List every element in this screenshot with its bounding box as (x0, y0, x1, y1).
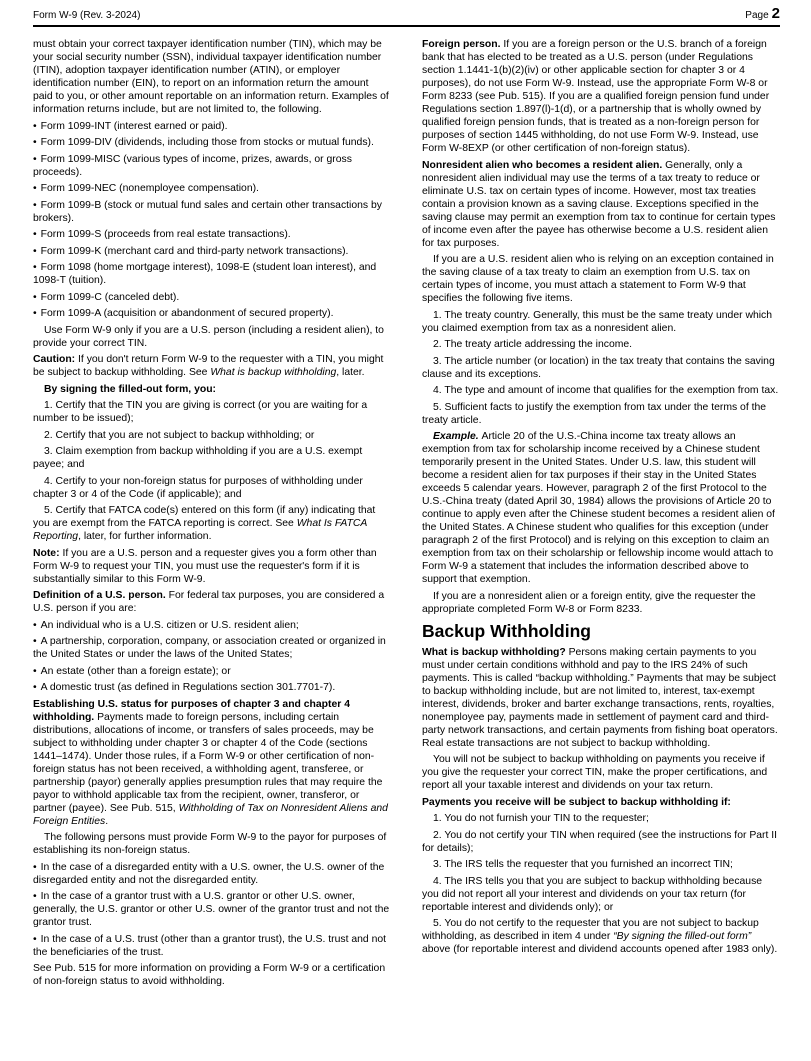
bullet-item (33, 861, 391, 887)
bullet-item (33, 228, 391, 241)
paragraph (33, 547, 391, 586)
text-run: 5. You do not certify to the requester that you are not subject to backup withholding, as described in item 4 under (422, 918, 759, 942)
text-run: , later, for further information. (78, 531, 212, 542)
text-run: 4. Certify to your non-foreign status for purposes of withholding under chapter 3 or 4 of the Code (if applicable); and (33, 475, 363, 500)
text-run: 3. The IRS tells the requester that you furnished an incorrect TIN; (433, 859, 733, 870)
paragraph (33, 429, 391, 442)
text-run: If you are a U.S. person and a requester gives you a form other than Form W-9 to request your TIN, you must use the requester's form if it is substantially similar to this Form W-9. (33, 547, 377, 585)
bullet-item (33, 890, 391, 929)
text-run: 2. The treaty article addressing the income. (433, 339, 633, 350)
text-run: Form 1099-K (merchant card and third-party network transactions). (40, 245, 349, 257)
paragraph (422, 590, 780, 616)
text-run: Payments made to foreign persons, including certain distributions, allocations of income, or transfers of sales proceeds, may be subject to withholding under chapter 3 or chapter 4 of the Code (sections 1441–1474). Under those rules, if a Form W-9 or other certification of non-foreign status has not been received, a withholding agent, transferee, or partnership (payor) generally applies presumption rules that may require the payor to withhold applicable tax from the recipient, owner, transferor, or partner (payee). See Pub. 515, (33, 711, 383, 814)
text-run: 4. The IRS tells you that you are subject to backup withholding because you did not report all your interest and dividends on your tax return (for reportable interest and dividends only); or (422, 875, 763, 913)
text-run: Form 1099-A (acquisition or abandonment of secured property). (40, 308, 334, 319)
page-number (745, 7, 780, 22)
text-run: You will not be subject to backup withholding on payments you receive if you give the requester your correct TIN, make the proper certifications, and report all your taxable interest and dividends on your tax return. (422, 754, 768, 791)
text-run: “By signing the filled-out form” (613, 931, 752, 942)
text-run: Form 1099-C (canceled debt). (40, 291, 180, 303)
text-run: above (for reportable interest and dividend accounts opened after 1983 only). (422, 944, 778, 955)
paragraph (422, 875, 780, 914)
text-run: For federal tax purposes, you are considered a U.S. person if you are: (33, 590, 385, 614)
paragraph (33, 353, 391, 379)
paragraph (422, 384, 780, 397)
text-run: Withholding of Tax on Nonresident Aliens and Foreign Entities (33, 802, 388, 827)
bullet-item (33, 307, 391, 320)
text-run: Payments you receive will be subject to backup withholding if: (422, 796, 731, 808)
text-run: Form 1099-NEC (nonemployee compensation). (40, 183, 259, 194)
right-column (422, 38, 780, 992)
section-heading (422, 621, 780, 641)
left-column (33, 38, 391, 992)
paragraph (33, 324, 391, 350)
bullet-item (33, 199, 391, 225)
bullet-item (33, 665, 391, 678)
text-run: Form 1099-DIV (dividends, including those from stocks or mutual funds). (40, 137, 374, 148)
text-run: A partnership, corporation, company, or association created or organized in the United States or under the laws of the United States; (33, 636, 386, 660)
text-run: Foreign person. (422, 39, 504, 50)
text-run: 3. The article number (or location) in the tax treaty that contains the saving clause and its exceptions. (422, 355, 775, 380)
text-run: Nonresident alien who becomes a resident alien. (422, 159, 666, 171)
text-run: By signing the filled-out form, you: (44, 383, 217, 395)
paragraph (33, 445, 391, 471)
text-run: 5. Sufficient facts to justify the exemption from tax under the terms of the treaty article. (422, 401, 767, 426)
paragraph (422, 917, 780, 956)
bullet-item (33, 120, 391, 133)
paragraph (422, 829, 780, 855)
text-run: Form 1099-B (stock or mutual fund sales and certain other transactions by brokers). (33, 199, 382, 224)
text-run: , later. (336, 367, 365, 378)
text-run: Form 1099-S (proceeds from real estate transactions). (40, 229, 291, 240)
text-run: Form 1098 (home mortgage interest), 1098-E (student loan interest), and 1098-T (tuition). (33, 262, 377, 286)
page-header (33, 7, 780, 22)
text-run: 2. Certify that you are not subject to backup withholding; or (44, 429, 315, 441)
text-run: Article 20 of the U.S.-China income tax treaty allows an exemption from tax for scholarship income received by a Chinese student temporarily present in the United States. Under U.S. law, this student will become a resident alien for tax purposes if their stay in the United States exceeds 5 calendar years. However, paragraph 2 of the first Protocol to the U.S.-China treaty (dated April 30, 1984) allows the provisions of Article 20 to continue to apply even after the Chinese student becomes a resident alien of the United States. A Chinese student who qualifies for this exception (under paragraph 2 of the first Protocol) and is relying on this exception to claim an exemption from tax on their scholarship or fellowship income would attach to Form W-9 a statement that includes the information described above to support that exemption. (422, 431, 775, 585)
text-run: Form 1099-MISC (various types of income, prizes, awards, or gross proceeds). (33, 153, 352, 178)
two-column-body (33, 38, 780, 992)
bullet-item (33, 153, 391, 179)
text-run: In the case of a grantor trust with a U.S. grantor or other U.S. owner, generally, the U.S. grantor or other U.S. owner of the grantor trust and not the grantor trust. (33, 891, 390, 928)
page-number-value: 2 (771, 5, 780, 22)
paragraph (422, 38, 780, 155)
text-run: 4. The type and amount of income that qualifies for the exemption from tax. (433, 385, 779, 396)
text-run: must obtain your correct taxpayer identification number (TIN), which may be your social security number (SSN), individual taxpayer identification number (ITIN), adoption taxpayer identification number (ATIN), or employer identification number (EIN), to report on an information return the amount paid to you, or other amount reportable on an information return. Examples of information returns include, but are not limited to, the following. (33, 39, 389, 115)
text-run: What is backup withholding? (422, 646, 569, 658)
paragraph (33, 38, 391, 116)
text-run: If you are a nonresident alien or a foreign entity, give the requester the appropriate completed Form W-8 or Form 8233. (422, 590, 756, 615)
bullet-item (33, 619, 391, 632)
text-run: See Pub. 515 for more information on providing a Form W-9 or a certification of non-foreign status to avoid withholding. (33, 963, 386, 987)
bullet-item (33, 933, 391, 959)
text-run: An individual who is a U.S. citizen or U.S. resident alien; (40, 619, 299, 631)
bullet-item (33, 245, 391, 258)
text-run: 2. You do not certify your TIN when required (see the instructions for Part II for details); (422, 829, 778, 854)
text-run: Generally, only a nonresident alien individual may use the terms of a tax treaty to reduce or eliminate U.S. tax on certain types of income. However, most tax treaties contain a provision known as a saving clause. Exceptions specified in the saving clause may permit an exemption from tax to continue for certain types of income even after the payee has otherwise become a U.S. resident alien for tax purposes. (422, 159, 776, 249)
text-run: An estate (other than a foreign estate); or (40, 665, 231, 677)
paragraph (33, 383, 391, 396)
paragraph (422, 796, 780, 809)
bullet-item (33, 261, 391, 287)
bullet-item (33, 136, 391, 149)
paragraph (33, 589, 391, 615)
text-run: Example. (433, 431, 482, 442)
paragraph (422, 355, 780, 381)
text-run: Form 1099-INT (interest earned or paid). (40, 120, 228, 132)
paragraph (422, 646, 780, 750)
text-run: 1. You do not furnish your TIN to the requester; (433, 813, 649, 824)
header-rule (33, 25, 780, 27)
text-run: . (105, 815, 109, 827)
text-run: Backup Withholding (422, 620, 591, 641)
text-run: What Is FATCA Reporting (33, 518, 367, 542)
paragraph (33, 698, 391, 828)
text-run: Use Form W-9 only if you are a U.S. person (including a resident alien), to provide your correct TIN. (33, 324, 384, 349)
text-run: The following persons must provide Form W-9 to the payor for purposes of establishing its non-foreign status. (33, 832, 387, 856)
form-id: Form W-9 (Rev. 3-2024) (33, 10, 141, 21)
paragraph (33, 962, 391, 988)
paragraph (422, 253, 780, 305)
paragraph (422, 753, 780, 792)
text-run: Definition of a U.S. person. (33, 590, 169, 601)
text-run: In the case of a disregarded entity with a U.S. owner, the U.S. owner of the disregarded entity and not the disregarded entity. (33, 861, 385, 886)
paragraph (422, 858, 780, 871)
text-run: Note: (33, 547, 63, 559)
paragraph (422, 309, 780, 335)
paragraph (422, 430, 780, 586)
text-run: 5. Certify that FATCA code(s) entered on this form (if any) indicating that you are exempt from the FATCA reporting is correct. See (33, 505, 376, 529)
bullet-item (33, 681, 391, 694)
paragraph (33, 475, 391, 501)
page-label: Page (745, 10, 769, 21)
text-run: 1. Certify that the TIN you are giving is correct (or you are waiting for a number to be issued); (33, 400, 368, 424)
text-run: If you don't return Form W-9 to the requester with a TIN, you might be subject to backup withholding. See (33, 354, 384, 378)
text-run: Caution: (33, 354, 79, 365)
text-run: 1. The treaty country. Generally, this must be the same treaty under which you claimed exemption from tax as a nonresident alien. (422, 309, 773, 334)
paragraph (33, 504, 391, 543)
paragraph (422, 812, 780, 825)
paragraph (33, 399, 391, 425)
text-run: Persons making certain payments to you must under certain conditions withhold and pay to the IRS 24% of such payments. This is called “backup withholding.” Payments that may be subject to backup withholding include, but are not limited to, interest, tax-exempt interest, dividends, broker and barter exchange transactions, rents, royalties, nonemployee pay, payments made in settlement of payment card and third-party network transactions, and certain payments from fishing boat operators. Real estate transactions are not subject to backup withholding. (422, 646, 778, 749)
bullet-item (33, 182, 391, 195)
text-run: If you are a foreign person or the U.S. branch of a foreign bank that has elected to be treated as a U.S. person (under Regulations section 1.1441-1(b)(2)(iv) or other applicable section for chapter 3 or 4 purposes), do not use Form W-9. Instead, use the appropriate Form W-8 or Form 8233 (see Pub. 515). If you are a qualified foreign pension fund under Regulations section 1.897(l)-1(d), or a partnership that is wholly owned by qualified foreign pension funds, that is treated as a non-foreign person for purposes of section 1445 withholding, do not use Form W-9. Instead, use Form W-8EXP (or other certification of non-foreign status). (422, 39, 770, 154)
paragraph (422, 401, 780, 427)
text-run: 3. Claim exemption from backup withholding if you are a U.S. exempt payee; and (33, 446, 363, 470)
paragraph (33, 831, 391, 857)
paragraph (422, 159, 780, 250)
text-run: A domestic trust (as defined in Regulations section 301.7701-7). (40, 682, 336, 693)
text-run: What is backup withholding (210, 367, 337, 378)
bullet-item (33, 291, 391, 304)
paragraph (422, 338, 780, 351)
text-run: Establishing U.S. status for purposes of chapter 3 and chapter 4 withholding. (33, 698, 350, 723)
text-run: If you are a U.S. resident alien who is relying on an exception contained in the saving clause of a tax treaty to claim an exemption from U.S. tax on certain types of income, you must attach a statement to Form W-9 that specifies the following five items. (422, 254, 774, 304)
text-run: In the case of a U.S. trust (other than a grantor trust), the U.S. trust and not the beneficiaries of the trust. (33, 933, 387, 958)
bullet-item (33, 635, 391, 661)
